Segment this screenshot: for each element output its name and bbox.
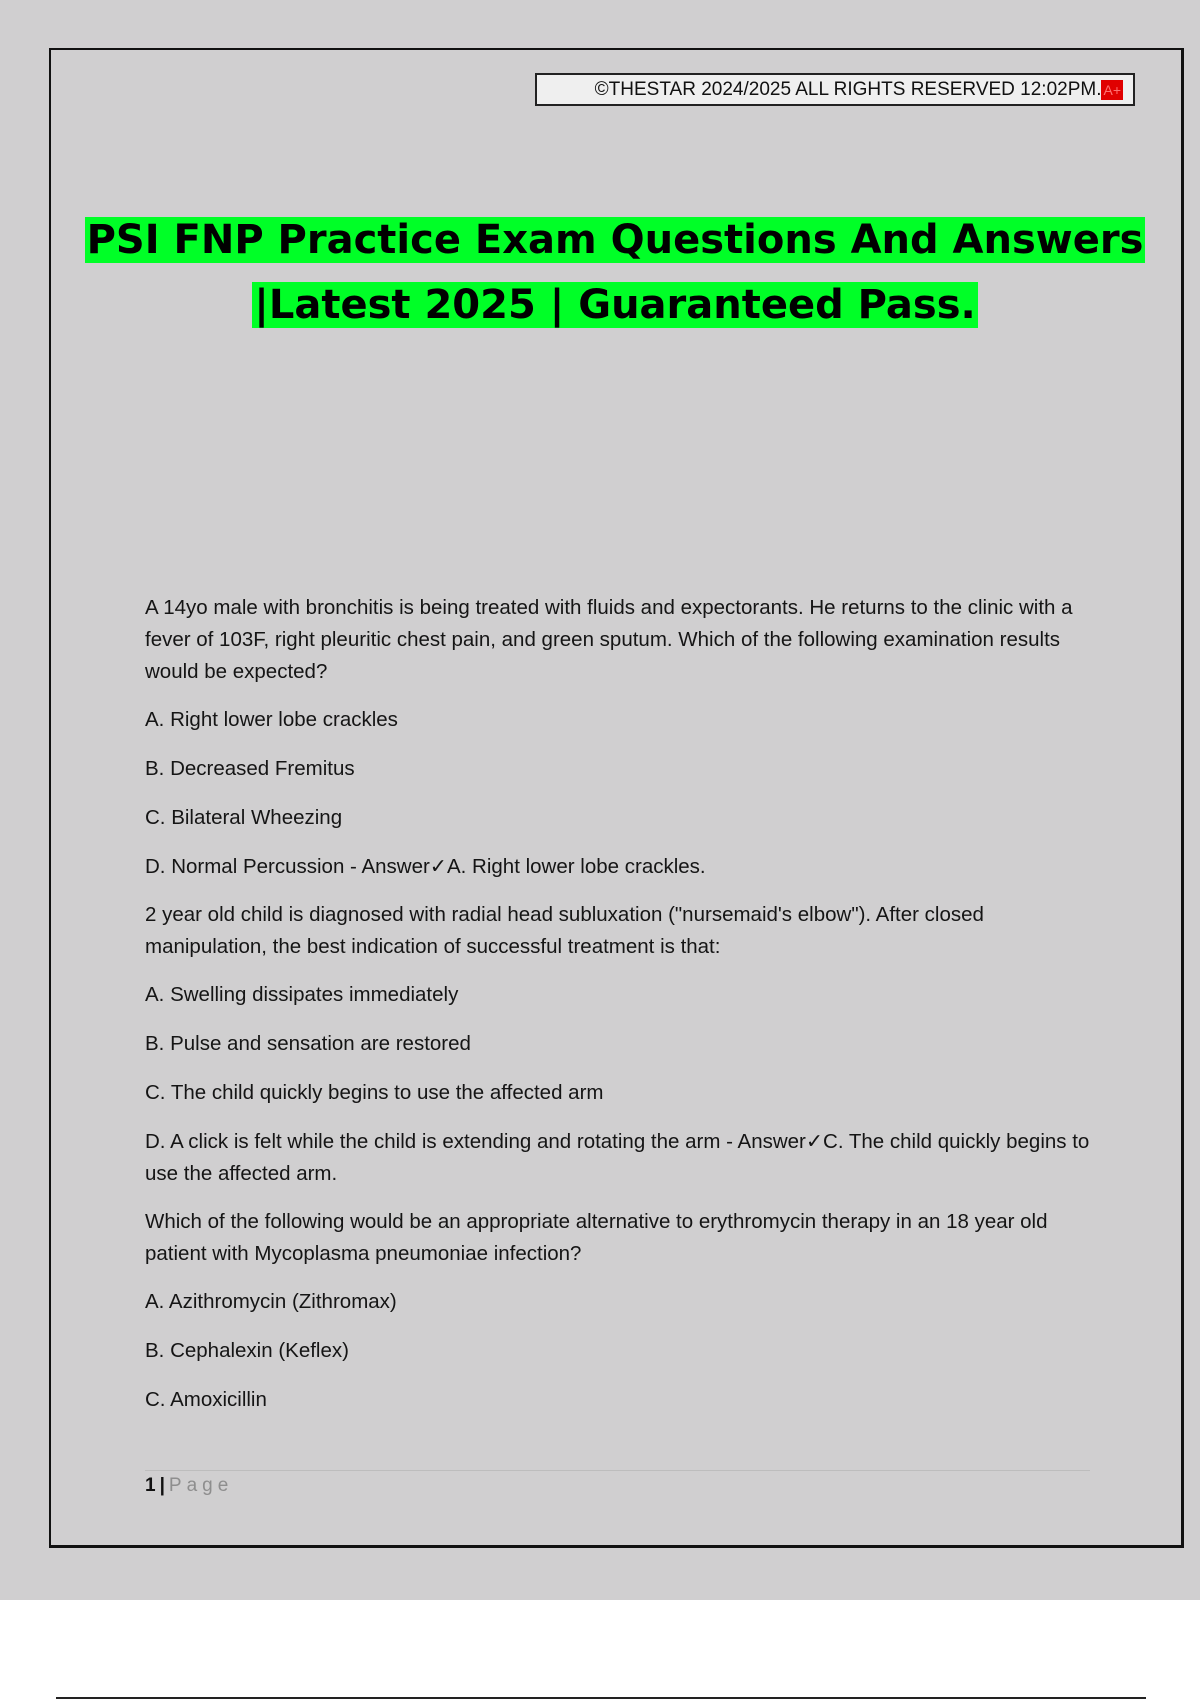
copyright-text: ©THESTAR 2024/2025 ALL RIGHTS RESERVED 12:02PM. <box>594 79 1102 100</box>
question-2-option-b: B. Pulse and sensation are restored <box>145 1032 471 1055</box>
next-page-rule <box>56 1697 1146 1699</box>
grade-badge: A+ <box>1103 81 1121 98</box>
questions-content <box>145 592 1095 1416</box>
question-1-option-d: D. Normal Percussion - Answer✓A. Right lower lobe crackles. <box>145 855 706 878</box>
title-line-1: PSI FNP Practice Exam Questions And Answers <box>86 217 1144 263</box>
footer-divider <box>145 1470 1090 1471</box>
question-1-stem: A 14yo male with bronchitis is being treated with fluids and expectorants. He returns to the clinic with a fever of 103F, right pleuritic chest pain, and green sputum. Which of the following examination results would be expected? <box>145 596 1073 683</box>
question-3-option-c: C. Amoxicillin <box>145 1388 267 1411</box>
question-1-option-a: A. Right lower lobe crackles <box>145 708 398 731</box>
question-2-option-d: D. A click is felt while the child is extending and rotating the arm - Answer✓C. The child quickly begins to use the affected arm. <box>145 1130 1090 1185</box>
question-1-option-c: C. Bilateral Wheezing <box>145 806 343 829</box>
footer-separator: | <box>159 1475 165 1496</box>
page-label: Page <box>168 1475 234 1496</box>
question-3-option-a: A. Azithromycin (Zithromax) <box>145 1290 397 1313</box>
copyright-box <box>535 73 1135 106</box>
title-line-2: |Latest 2025 | Guaranteed Pass. <box>254 282 976 328</box>
question-2-option-c: C. The child quickly begins to use the affected arm <box>145 1081 604 1104</box>
question-3-stem: Which of the following would be an appropriate alternative to erythromycin therapy in an 18 year old patient with Mycoplasma pneumoniae infection? <box>145 1210 1048 1265</box>
page-number: 1 <box>145 1475 156 1496</box>
question-2-option-a: A. Swelling dissipates immediately <box>145 983 459 1006</box>
page-footer <box>145 1474 233 1498</box>
question-2-stem: 2 year old child is diagnosed with radial head subluxation ("nursemaid's elbow"). After closed manipulation, the best indication of successful treatment is that: <box>145 903 984 958</box>
question-3-option-b: B. Cephalexin (Keflex) <box>145 1339 349 1362</box>
page-title <box>60 208 1170 338</box>
question-1-option-b: B. Decreased Fremitus <box>145 757 355 780</box>
